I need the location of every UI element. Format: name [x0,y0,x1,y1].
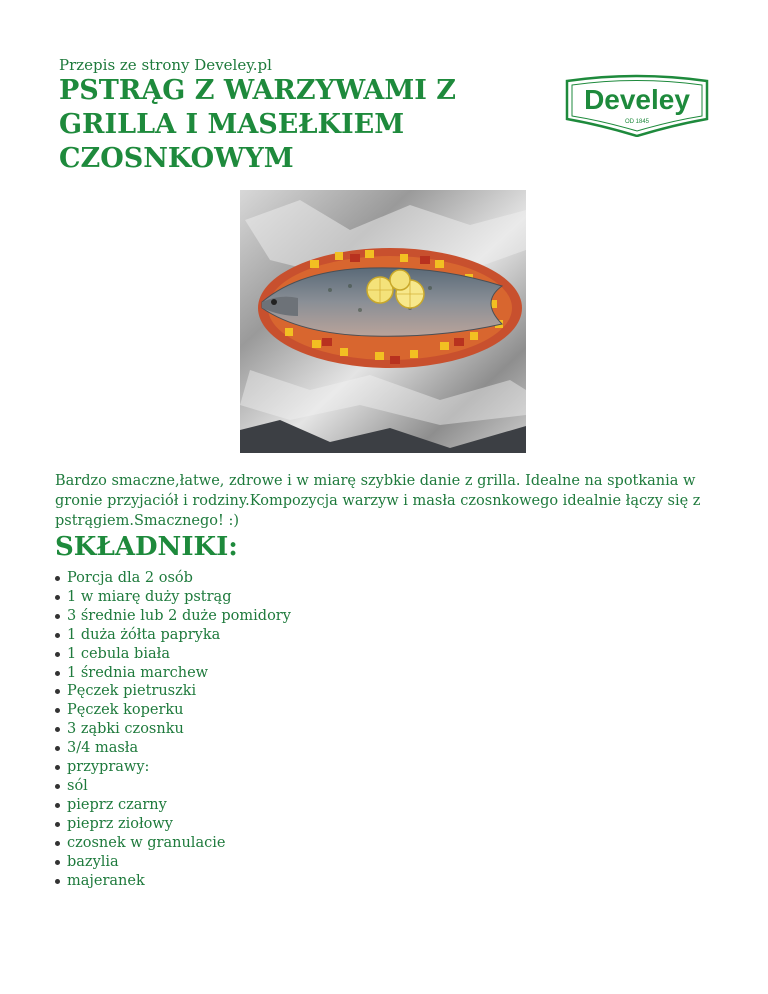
list-item: 3 ząbki czosnku [55,720,291,739]
ingredients-list [55,569,291,890]
list-item: pieprz czarny [55,796,291,815]
list-item: przyprawy: [55,758,291,777]
recipe-title: PSTRĄG Z WARZYWAMI Z GRILLA I MASEŁKIEM CZOSNKOWYM [59,75,456,174]
list-item: bazylia [55,853,291,872]
source-note: Przepis ze strony Develey.pl [59,56,272,74]
logo-brand-text: Develey [584,84,690,115]
list-item: czosnek w granulacie [55,834,291,853]
list-item: Porcja dla 2 osób [55,569,291,588]
logo-since-text: OD 1845 [624,119,650,125]
list-item: sól [55,777,291,796]
list-item: 1 średnia marchew [55,664,291,683]
list-item: pieprz ziołowy [55,815,291,834]
trout-on-foil-image [240,190,526,453]
ingredients-heading: SKŁADNIKI: [55,532,238,562]
list-item: majeranek [55,872,291,891]
list-item: Pęczek koperku [55,701,291,720]
list-item: 1 cebula biała [55,645,291,664]
list-item: Pęczek pietruszki [55,682,291,701]
list-item: 1 w miarę duży pstrąg [55,588,291,607]
list-item: 3/4 masła [55,739,291,758]
recipe-description: Bardzo smaczne,łatwe, zdrowe i w miarę szybkie danie z grilla. Idealne na spotkania w gronie przyjaciół i rodziny.Kompozycja warzyw i masła czosnkowego idealnie łączy się z pstrągiem.Smacznego! :) [55,473,701,529]
list-item: 1 duża żółta papryka [55,626,291,645]
develey-logo [563,73,711,137]
list-item: 3 średnie lub 2 duże pomidory [55,607,291,626]
